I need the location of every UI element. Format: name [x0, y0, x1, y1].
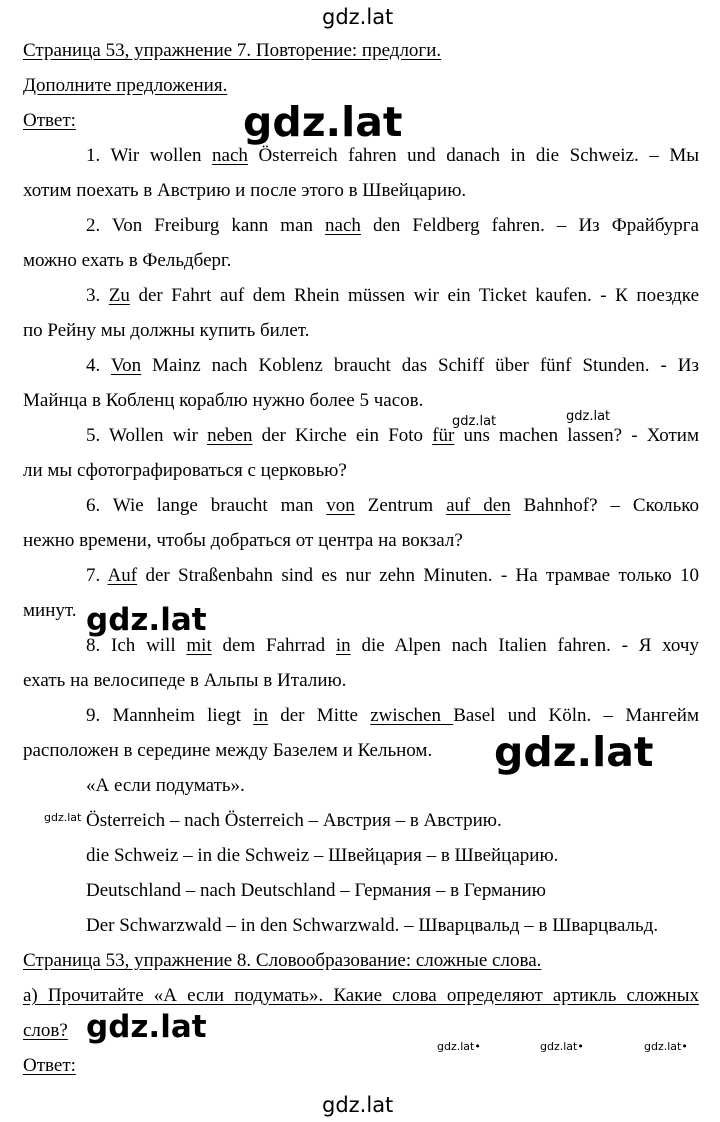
think-title: «А если подумать».: [86, 775, 245, 796]
sentence-3: 3. Zu der Fahrt auf dem Rhein müssen wir ein Ticket kaufen. - К поездке: [86, 285, 699, 306]
section-2-title: Страница 53, упражнение 8. Словообразование: сложные слова.: [23, 950, 542, 971]
sentence-8: 8. Ich will mit dem Fahrrad in die Alpen nach Italien fahren. - Я хочу: [86, 635, 699, 656]
sentence-4: 4. Von Mainz nach Koblenz braucht das Schiff über fünf Stunden. - Из: [86, 355, 699, 376]
section-2-answer-label: Ответ:: [23, 1055, 76, 1076]
think-row: die Schweiz – in die Schweiz – Швейцария – в Швейцарию.: [86, 845, 559, 866]
sentence-6-translation: нежно времени, чтобы добраться от центра на вокзал?: [23, 530, 463, 551]
watermark-mark: gdz.lat•: [644, 1040, 688, 1053]
sentence-7-translation: минут.: [23, 600, 77, 621]
watermark-medium: gdz.lat: [86, 1009, 207, 1045]
watermark-big: gdz.lat: [243, 98, 403, 146]
watermark-small: gdz.lat: [452, 414, 497, 429]
think-row: Österreich – nach Österreich – Австрия – в Австрию.: [86, 810, 502, 831]
watermark-small: gdz.lat: [566, 409, 611, 424]
think-row: Der Schwarzwald – in den Schwarzwald. – Шварцвальд – в Шварцвальд.: [86, 915, 659, 936]
sentence-9: 9. Mannheim liegt in der Mitte zwischen Basel und Köln. – Мангейм: [86, 705, 699, 726]
sentence-1: 1. Wir wollen nach Österreich fahren und danach in die Schweiz. – Мы: [86, 145, 699, 166]
sentence-5-translation: ли мы сфотографироваться с церковью?: [23, 460, 347, 481]
sentence-9-translation: расположен в середине между Базелем и Кельном.: [23, 740, 433, 761]
watermark-small: gdz.lat: [44, 811, 82, 824]
sentence-5: 5. Wollen wir neben der Kirche ein Foto für uns machen lassen? - Хотим: [86, 425, 699, 446]
answer-label: Ответ:: [23, 110, 76, 131]
sentence-8-translation: ехать на велосипеде в Альпы в Италию.: [23, 670, 347, 691]
sentence-3-translation: по Рейну мы должны купить билет.: [23, 320, 310, 341]
sentence-2-translation: можно ехать в Фельдберг.: [23, 250, 232, 271]
think-row: Deutschland – nach Deutschland – Германия – в Германию: [86, 880, 546, 901]
sentence-7: 7. Auf der Straßenbahn sind es nur zehn Minuten. - На трамвае только 10: [86, 565, 699, 586]
watermark-bottom: gdz.lat: [322, 1093, 394, 1117]
watermark-medium: gdz.lat: [86, 602, 207, 638]
watermark-top: gdz.lat: [322, 5, 394, 29]
task-instruction: Дополните предложения.: [23, 75, 228, 96]
section-title: Страница 53, упражнение 7. Повторение: предлоги.: [23, 40, 442, 61]
sentence-6: 6. Wie lange braucht man von Zentrum auf den Bahnhof? – Сколько: [86, 495, 700, 516]
watermark-mark: gdz.lat•: [437, 1040, 481, 1053]
sentence-1-translation: хотим поехать в Австрию и после этого в Швейцарию.: [23, 180, 467, 201]
watermark-big: gdz.lat: [494, 728, 654, 776]
sentence-2: 2. Von Freiburg kann man nach den Feldberg fahren. – Из Фрайбурга: [86, 215, 699, 236]
sentence-4-translation: Майнца в Кобленц кораблю нужно более 5 часов.: [23, 390, 424, 411]
section-2-task-cont: слов?: [23, 1020, 68, 1041]
section-2-task: а) Прочитайте «А если подумать». Какие слова определяют артикль сложных: [23, 985, 699, 1006]
watermark-mark: gdz.lat•: [540, 1040, 584, 1053]
